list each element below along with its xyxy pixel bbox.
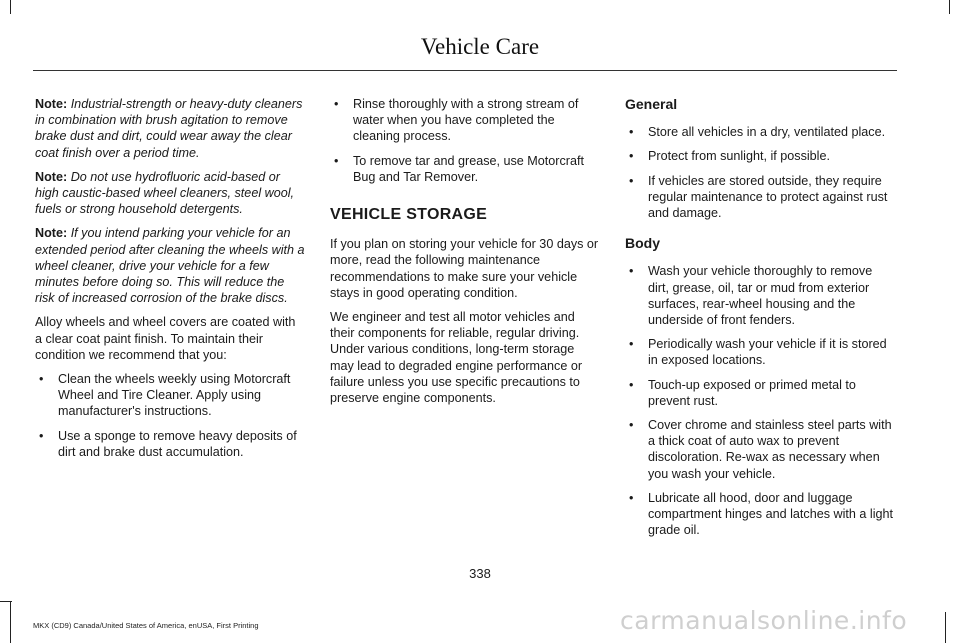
list-item-text: Wash your vehicle thoroughly to remove dirt, grease, oil, tar or mud from exterior surfaces, rear-wheel housing and the underside of front fenders. — [648, 264, 873, 328]
list-item-text: To remove tar and grease, use Motorcraft Bug and Tar Remover. — [353, 153, 584, 184]
rinse-list — [330, 96, 600, 185]
list-item — [330, 96, 600, 145]
page-number: 338 — [469, 566, 491, 581]
list-item — [625, 417, 895, 482]
note-label: Note: — [35, 169, 68, 184]
bullet-icon: • — [39, 372, 44, 387]
note-label: Note: — [35, 97, 68, 111]
note-1 — [35, 96, 305, 161]
page-header-title: Vehicle Care — [420, 34, 540, 59]
list-item — [625, 263, 895, 328]
crop-mark-top-right — [949, 0, 950, 14]
bullet-icon: • — [629, 264, 634, 279]
note-text: If you intend parking your vehicle for an extended period after cleaning the wheels with a wheel cleaner, drive your vehicle for a few minutes before doing so. This will reduce the risk of increased corrosion of the brake discs. — [35, 226, 305, 306]
crop-mark-bottom-right-v — [945, 612, 946, 643]
list-item — [35, 428, 305, 460]
bullet-icon: • — [39, 428, 44, 443]
bullet-icon: • — [629, 173, 634, 188]
list-item — [35, 371, 305, 420]
note-2 — [35, 169, 305, 218]
storage-paragraph-2: We engineer and test all motor vehicles and their components for reliable, regular driving. Under various conditions, long-term storage may lead to degraded engine performance or failure unless you use specific precautions to preserve engine components. — [330, 310, 583, 406]
list-item — [625, 124, 895, 140]
section-heading-vehicle-storage: VEHICLE STORAGE — [330, 206, 488, 224]
crop-mark-bottom-left-h — [0, 601, 12, 602]
bullet-icon: • — [629, 337, 634, 352]
list-item — [625, 148, 895, 164]
alloy-wheels-paragraph: Alloy wheels and wheel covers are coated with a clear coat paint finish. To maintain their condition we recommend that you: — [35, 315, 296, 362]
bullet-icon: • — [629, 149, 634, 164]
list-item-text: Protect from sunlight, if possible. — [648, 149, 830, 164]
list-item — [625, 377, 895, 409]
header-divider — [33, 70, 897, 71]
list-item-text: Store all vehicles in a dry, ventilated place. — [648, 125, 886, 140]
list-item — [625, 336, 895, 368]
column-2 — [330, 96, 600, 414]
list-item — [625, 173, 895, 222]
column-1 — [35, 96, 305, 468]
note-3 — [35, 225, 305, 306]
list-item-text: Lubricate all hood, door and luggage compartment hinges and latches with a light grade oil. — [648, 490, 894, 538]
note-label: Note: — [35, 226, 68, 241]
watermark-logo: carmanualsonline.info — [620, 606, 908, 635]
body-list — [625, 263, 895, 538]
list-item — [625, 490, 895, 539]
column-3 — [625, 96, 895, 546]
crop-mark-top-left — [10, 0, 11, 14]
list-item-text: Use a sponge to remove heavy deposits of dirt and brake dust accumulation. — [58, 428, 297, 459]
bullet-icon: • — [629, 490, 634, 505]
list-item-text: If vehicles are stored outside, they require regular maintenance to protect against rust and damage. — [648, 173, 888, 221]
bullet-icon: • — [334, 97, 339, 111]
list-item-text: Cover chrome and stainless steel parts with a thick coat of auto wax to prevent discoloration. Re-wax as necessary when you wash your vehicle. — [648, 418, 892, 481]
list-item-text: Touch-up exposed or primed metal to prevent rust. — [648, 377, 856, 408]
note-text: Industrial-strength or heavy-duty cleaners in combination with brush agitation to remove brake dust and dirt, could wear away the clear coat finish over a period time. — [35, 97, 303, 160]
list-item-text: Periodically wash your vehicle if it is stored in exposed locations. — [648, 337, 887, 368]
list-item-text: Clean the wheels weekly using Motorcraft Wheel and Tire Cleaner. Apply using manufacturer's instructions. — [58, 372, 291, 419]
bullet-icon: • — [629, 125, 634, 140]
subheading-body: Body — [625, 235, 660, 252]
wheel-care-list — [35, 371, 305, 460]
crop-mark-bottom-left-v — [10, 601, 11, 643]
bullet-icon: • — [629, 377, 634, 392]
list-item-text: Rinse thoroughly with a strong stream of water when you have completed the cleaning process. — [353, 97, 579, 144]
list-item — [330, 153, 600, 185]
general-list — [625, 124, 895, 221]
subheading-general: General — [625, 96, 678, 112]
note-text: Do not use hydrofluoric acid-based or high caustic-based wheel cleaners, steel wool, fuels or strong household detergents. — [35, 169, 295, 217]
footer-edition-text: MKX (CD9) Canada/United States of America, enUSA, First Printing — [33, 621, 259, 630]
storage-paragraph-1: If you plan on storing your vehicle for 30 days or more, read the following maintenance recommendations to make sure your vehicle stays in good operating condition. — [330, 237, 599, 300]
bullet-icon: • — [334, 153, 339, 168]
bullet-icon: • — [629, 418, 634, 433]
